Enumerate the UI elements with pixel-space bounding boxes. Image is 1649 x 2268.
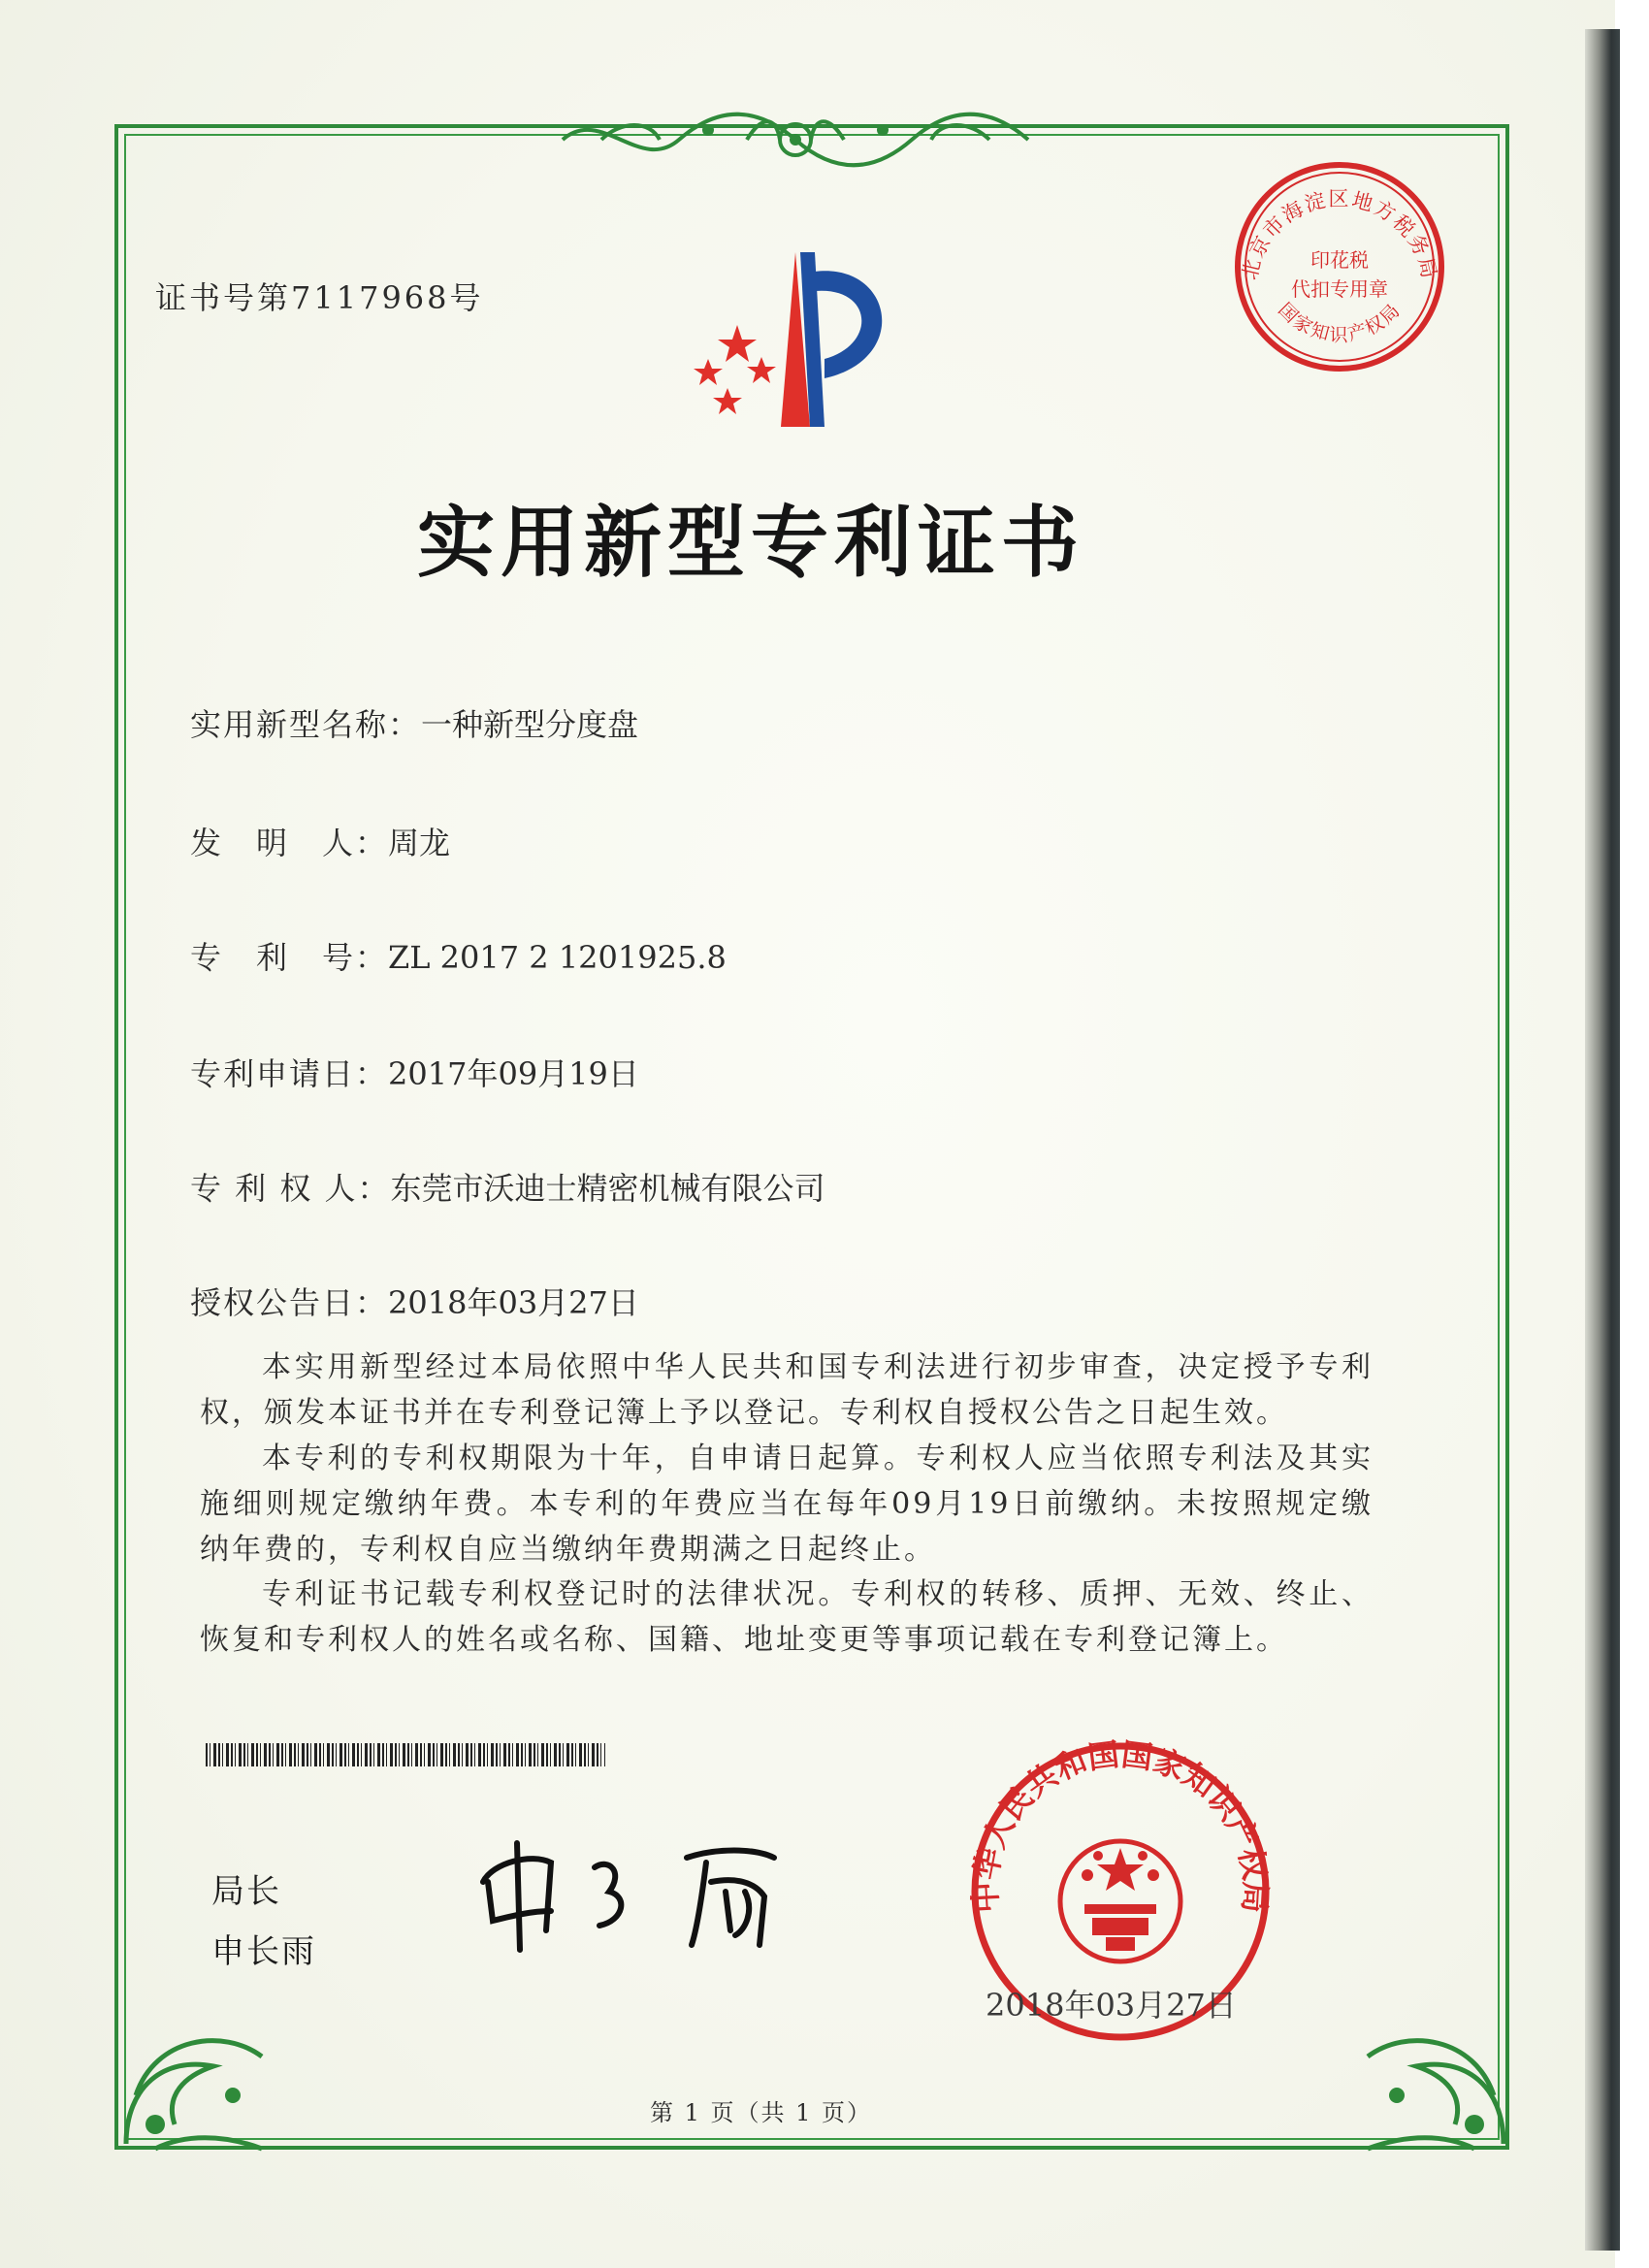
patent-office-logo [669, 243, 922, 437]
field-application-date: 专利申请日：2017年09月19日 [190, 1055, 639, 1092]
director-title: 局长 [211, 1872, 281, 1911]
svg-text:印花税: 印花税 [1310, 248, 1369, 272]
bottom-left-ornament [97, 1979, 291, 2173]
handwritten-signature [464, 1824, 813, 1960]
bottom-right-ornament [1339, 1979, 1533, 2173]
svg-text:中华人民共和国国家知识产权局: 中华人民共和国国家知识产权局 [966, 1735, 1275, 1914]
barcode [206, 1743, 605, 1766]
certificate-number: 证书号第7117968号 [155, 279, 484, 316]
svg-text:国家知识产权局: 国家知识产权局 [1274, 299, 1406, 346]
seal-date: 2018年03月27日 [986, 1987, 1237, 2024]
svg-text:代扣专用章: 代扣专用章 [1291, 277, 1388, 301]
director-name: 申长雨 [211, 1932, 316, 1971]
field-patentee: 专 利 权 人：东莞市沃迪士精密机械有限公司 [190, 1170, 825, 1207]
certificate-title: 实用新型专利证书 [417, 497, 1084, 588]
top-ornament [543, 101, 1048, 178]
binding-spine [1585, 29, 1620, 2251]
field-patent-number: 专 利 号：ZL 2017 2 1201925.8 [190, 939, 727, 976]
paragraph-term: 本专利的专利权期限为十年，自申请日起算。专利权人应当依照专利法及其实施细则规定缴纳年费。本专利的年费应当在每年09月19日前缴纳。未按照规定缴纳年费的，专利权自应当缴纳年费期满之日起终止。 [200, 1442, 1374, 1567]
paragraph-legal-status: 专利证书记载专利权登记时的法律状况。专利权的转移、质押、无效、终止、恢复和专利权人的姓名或名称、国籍、地址变更等事项记载在专利登记簿上。 [200, 1577, 1374, 1657]
tax-stamp-seal [1228, 155, 1451, 378]
field-grant-date: 授权公告日：2018年03月27日 [190, 1284, 639, 1321]
paragraph-grant: 本实用新型经过本局依照中华人民共和国专利法进行初步审查，决定授予专利权，颁发本证书并在专利登记簿上予以登记。专利权自授权公告之日起生效。 [200, 1350, 1374, 1430]
svg-text:北京市海淀区地方税务局: 北京市海淀区地方税务局 [1238, 187, 1441, 282]
field-utility-model-name: 实用新型名称：一种新型分度盘 [190, 706, 639, 743]
field-inventor: 发 明 人：周龙 [190, 825, 451, 861]
page-number: 第 1 页（共 1 页） [650, 2099, 873, 2126]
